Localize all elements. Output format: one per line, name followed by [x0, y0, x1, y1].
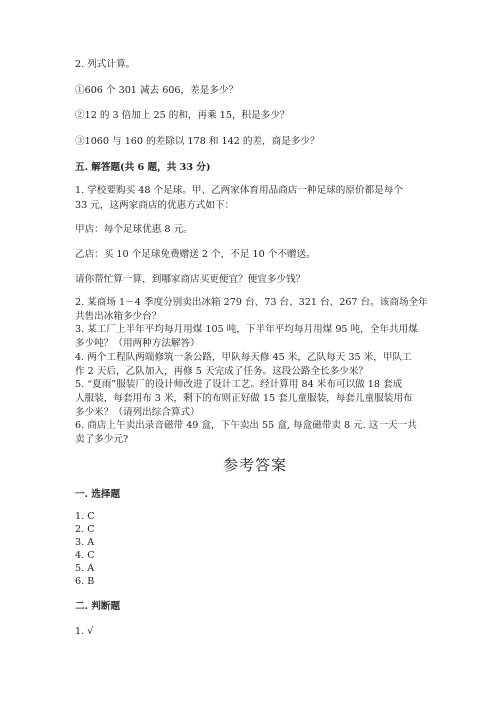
- calc-item-2: ②12 的 3 倍加上 25 的和，再乘 15，积是多少？: [75, 110, 290, 121]
- shop-a-text: 甲店：每个足球优惠 8 元。: [75, 224, 193, 235]
- q1-line-1: 1. 学校要购买 48 个足球。甲、乙两家体育用品商店一种足球的原价都是每个: [75, 185, 403, 196]
- q3-line-2: 多少吨？（用两种方法解答）: [75, 338, 200, 349]
- calc-item-3: ③1060 与 160 的差除以 178 和 142 的差，商是多少？: [75, 136, 320, 147]
- q5-line-3: 多少米？（请列出综合算式）: [75, 407, 200, 418]
- q4-line-1: 4. 两个工程队两端修筑一条公路，甲队每天修 45 米，乙队每天 35 米，甲队工: [75, 352, 412, 363]
- judge-answer: 1. √: [75, 626, 94, 637]
- shop-b-text: 乙店：买 10 个足球免费赠送 2 个，不足 10 个不赠送。: [75, 249, 316, 260]
- q5-line-2: 人服装，每套用布 3 米，剩下的布则正好做 15 套儿童服装，每套儿童服装用布: [75, 393, 413, 404]
- section5-heading: 五. 解答题(共 6 题，共 33 分): [75, 162, 211, 173]
- judge-heading: 二. 判断题: [75, 601, 121, 612]
- choice-answer: 3. A: [75, 537, 95, 548]
- q1-line-2: 33 元，这两家商店的优惠方式如下：: [75, 200, 235, 211]
- q3-line-1: 3. 某工厂上半年平均每月用煤 105 吨，下半年平均每月用煤 95 吨，全年共用煤: [75, 324, 418, 335]
- answers-title: 参考答案: [222, 456, 287, 474]
- q4-line-2: 作 2 天后，乙队加入，再修 5 天完成了任务。这段公路全长多少米？: [75, 366, 369, 377]
- choice-answer: 6. B: [75, 576, 95, 587]
- calc-heading: 2. 列式计算。: [75, 59, 136, 70]
- q2-line-1: 2. 某商场 1－4 季度分别卖出冰箱 279 台、73 台、321 台、267 台。该商场全年: [75, 297, 428, 308]
- q2-line-2: 共售出冰箱多少台？: [75, 311, 162, 322]
- choice-answer: 5. A: [75, 563, 95, 574]
- q6-line-2: 卖了多少元?: [75, 434, 129, 445]
- choice-answer: 1. C: [75, 511, 95, 522]
- calc-item-1: ①606 个 301 减去 606，差是多少？: [75, 85, 239, 96]
- q1-ask: 请你帮忙算一算，到哪家商店买更便宜？便宜多少钱？: [75, 274, 306, 285]
- choice-heading: 一. 选择题: [75, 489, 121, 500]
- q6-line-1: 6. 商店上午卖出录音磁带 49 盒，下午卖出 55 盒, 每盒磁带卖 8 元. 这一天一共: [75, 420, 417, 431]
- choice-answer: 4. C: [75, 550, 95, 561]
- q5-line-1: 5. “夏雨”服装厂的设计师改进了设计工艺。经计算用 84 米布可以做 18 套成: [75, 379, 403, 390]
- choice-answer: 2. C: [75, 524, 95, 535]
